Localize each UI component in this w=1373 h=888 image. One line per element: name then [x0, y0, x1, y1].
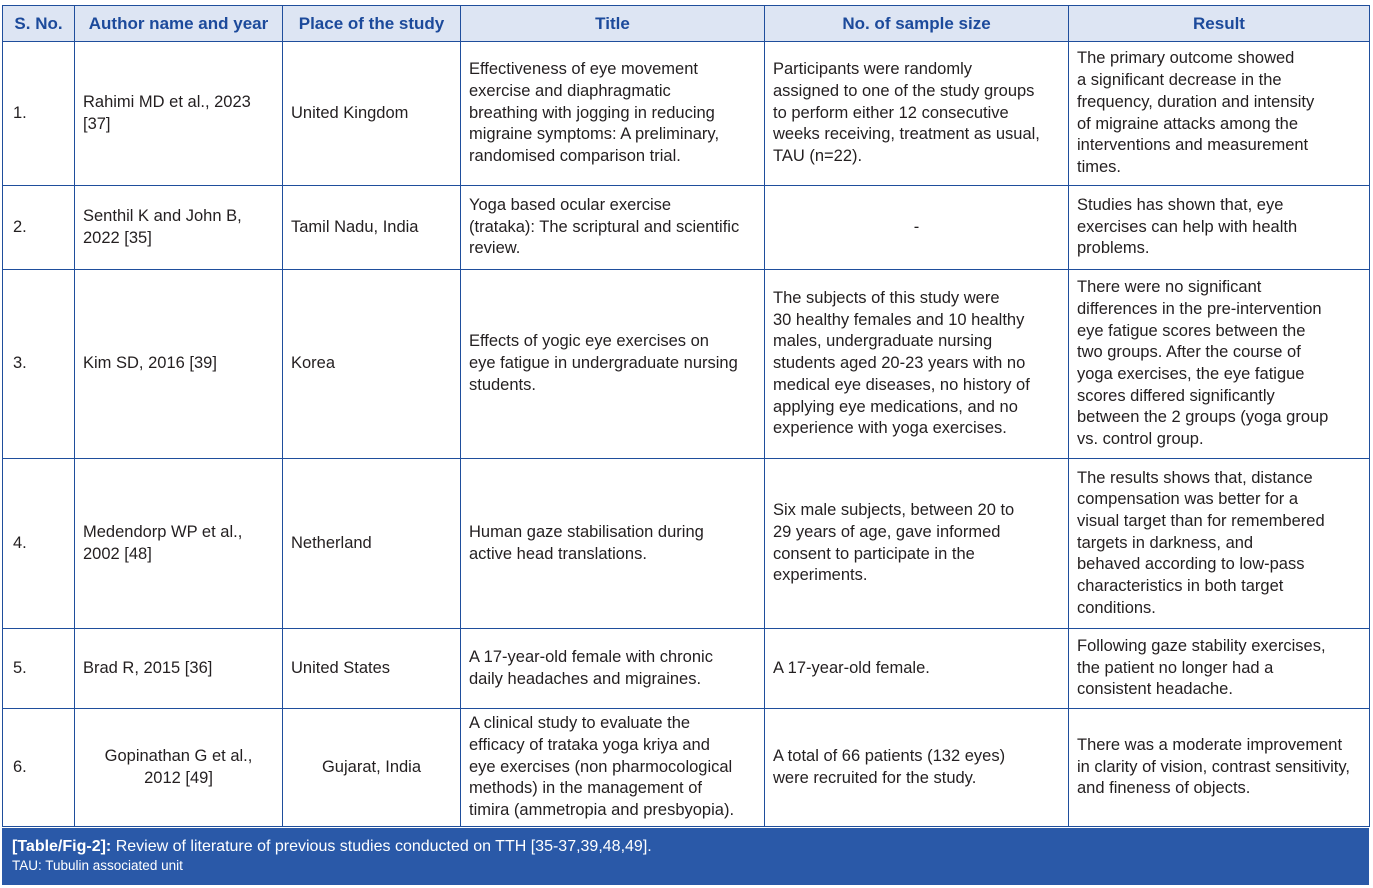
cell-sno: 6. [3, 709, 75, 827]
cell-place: Korea [283, 270, 461, 459]
table-header-row [3, 6, 1370, 42]
table-row [3, 629, 1370, 709]
table-row [3, 459, 1370, 629]
cell-title: Effectiveness of eye movement exercise and diaphragmatic breathing with jogging in reducing migraine symptoms: A preliminary, randomised comparison trial. [461, 42, 765, 186]
cell-title: A clinical study to evaluate the efficacy of trataka yoga kriya and eye exercises (non pharmocological methods) in the management of timira (ammetropia and presbyopia). [461, 709, 765, 827]
cell-result: Studies has shown that, eye exercises can help with health problems. [1069, 186, 1370, 270]
cell-sno: 3. [3, 270, 75, 459]
caption-footnote: TAU: Tubulin associated unit [12, 858, 183, 873]
caption-label: [Table/Fig-2]: [12, 838, 112, 855]
header-place: Place of the study [283, 6, 461, 42]
cell-result: The primary outcome showed a significant decrease in the frequency, duration and intensity of migraine attacks among the interventions and measurement times. [1069, 42, 1370, 186]
table-row [3, 709, 1370, 827]
cell-author: Brad R, 2015 [36] [75, 629, 283, 709]
cell-place: United States [283, 629, 461, 709]
cell-author: Kim SD, 2016 [39] [75, 270, 283, 459]
header-result: Result [1069, 6, 1370, 42]
cell-sno: 5. [3, 629, 75, 709]
cell-result: Following gaze stability exercises, the patient no longer had a consistent headache. [1069, 629, 1370, 709]
cell-sample-size: Participants were randomly assigned to one of the study groups to perform either 12 consecutive weeks receiving, treatment as usual, TAU (n=22). [765, 42, 1069, 186]
cell-author: Rahimi MD et al., 2023 [37] [75, 42, 283, 186]
cell-sample-size: A total of 66 patients (132 eyes) were recruited for the study. [765, 709, 1069, 827]
cell-result: The results shows that, distance compensation was better for a visual target than for remembered targets in darkness, and behaved according to low-pass characteristics in both target conditions. [1069, 459, 1370, 629]
header-sno: S. No. [3, 6, 75, 42]
table-row [3, 42, 1370, 186]
cell-result: There were no significant differences in the pre-intervention eye fatigue scores between the two groups. After the course of yoga exercises, the eye fatigue scores differed significantly between the 2 groups (yoga group vs. control group. [1069, 270, 1370, 459]
cell-author: Senthil K and John B, 2022 [35] [75, 186, 283, 270]
cell-place: United Kingdom [283, 42, 461, 186]
header-sample-size: No. of sample size [765, 6, 1069, 42]
cell-sno: 1. [3, 42, 75, 186]
cell-sno: 4. [3, 459, 75, 629]
literature-review-table [2, 5, 1370, 827]
cell-title: Yoga based ocular exercise (trataka): The scriptural and scientific review. [461, 186, 765, 270]
cell-sample-size: The subjects of this study were 30 healthy females and 10 healthy males, undergraduate nursing students aged 20-23 years with no medical eye diseases, no history of applying eye medications, and no experience with yoga exercises. [765, 270, 1069, 459]
cell-title: Human gaze stabilisation during active head translations. [461, 459, 765, 629]
cell-author: Medendorp WP et al., 2002 [48] [75, 459, 283, 629]
cell-result: There was a moderate improvement in clarity of vision, contrast sensitivity, and fineness of objects. [1069, 709, 1370, 827]
table-row [3, 270, 1370, 459]
cell-sno: 2. [3, 186, 75, 270]
cell-sample-size: A 17-year-old female. [765, 629, 1069, 709]
table-caption [2, 828, 1369, 885]
header-title: Title [461, 6, 765, 42]
cell-place: Tamil Nadu, India [283, 186, 461, 270]
caption-text: Review of literature of previous studies conducted on TTH [35-37,39,48,49]. [111, 838, 652, 855]
cell-sample-size: Six male subjects, between 20 to 29 years of age, gave informed consent to participate in the experiments. [765, 459, 1069, 629]
cell-place: Gujarat, India [283, 709, 461, 827]
cell-author: Gopinathan G et al., 2012 [49] [75, 709, 283, 827]
cell-sample-size: - [765, 186, 1069, 270]
header-author: Author name and year [75, 6, 283, 42]
cell-title: A 17-year-old female with chronic daily headaches and migraines. [461, 629, 765, 709]
table-row [3, 186, 1370, 270]
cell-place: Netherland [283, 459, 461, 629]
cell-title: Effects of yogic eye exercises on eye fatigue in undergraduate nursing students. [461, 270, 765, 459]
